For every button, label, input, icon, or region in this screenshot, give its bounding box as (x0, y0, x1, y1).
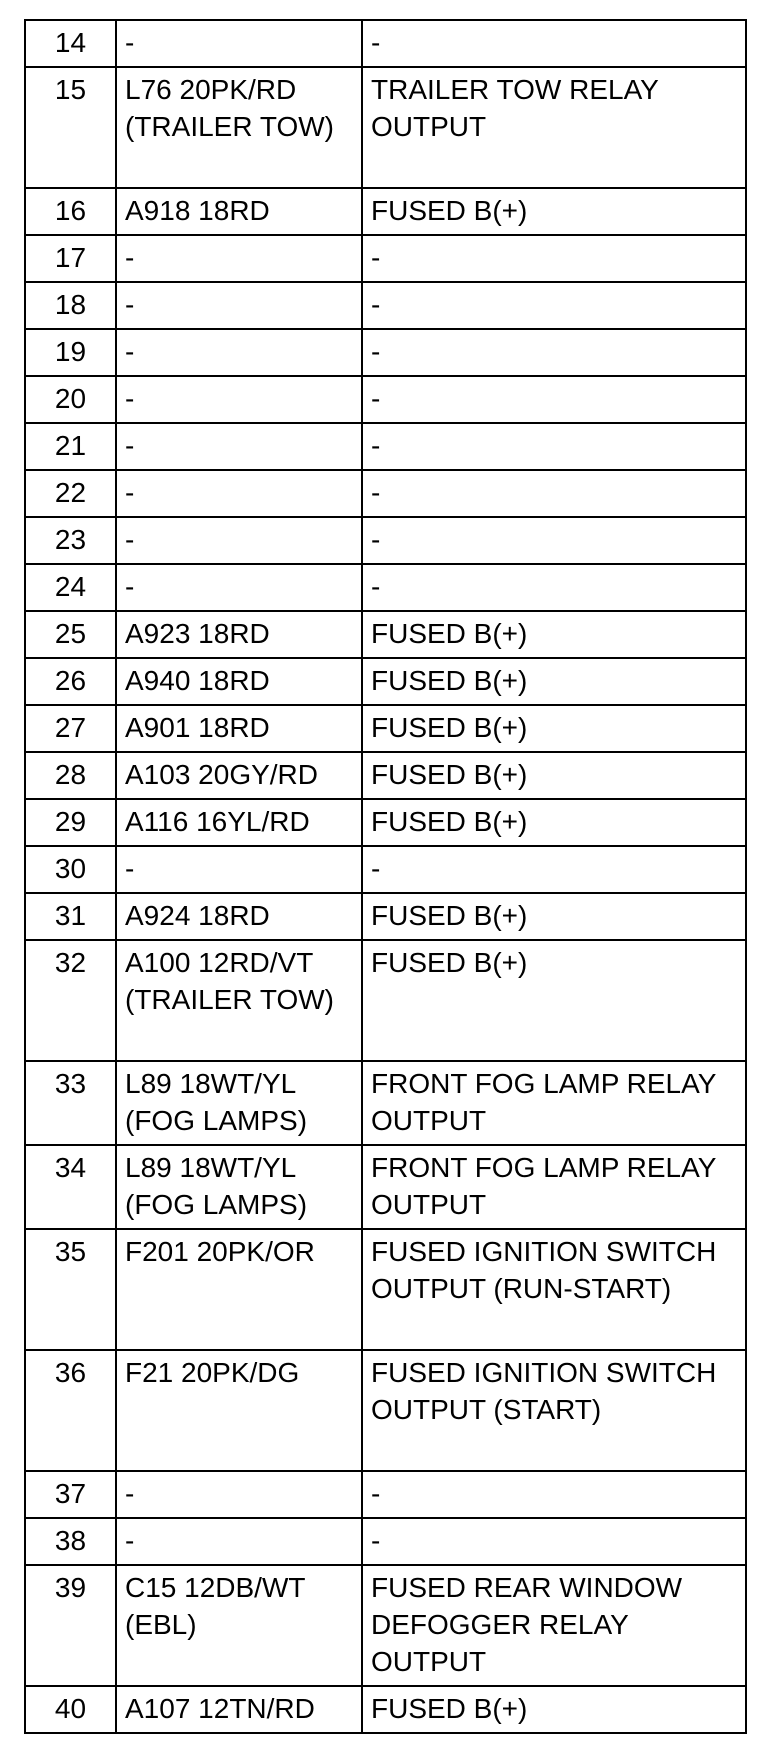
wire-code-cell: A103 20GY/RD (116, 752, 362, 799)
table-row (25, 376, 746, 423)
cavity-cell: 36 (25, 1350, 116, 1471)
wire-code-cell: - (116, 1518, 362, 1565)
cavity-cell: 38 (25, 1518, 116, 1565)
wire-code-cell: - (116, 329, 362, 376)
circuit-function-cell: - (362, 20, 746, 67)
cavity-cell: 34 (25, 1145, 116, 1229)
circuit-function-cell: FUSED IGNITION SWITCH OUTPUT (START) (362, 1350, 746, 1471)
table-row (25, 1145, 746, 1229)
cavity-cell: 39 (25, 1565, 116, 1686)
circuit-function-cell: FUSED IGNITION SWITCH OUTPUT (RUN-START) (362, 1229, 746, 1350)
wire-code-cell: A901 18RD (116, 705, 362, 752)
table-row (25, 282, 746, 329)
wire-code-cell: A116 16YL/RD (116, 799, 362, 846)
table-row (25, 564, 746, 611)
wire-code-cell: A923 18RD (116, 611, 362, 658)
table-row (25, 1061, 746, 1145)
circuit-function-cell: FUSED B(+) (362, 188, 746, 235)
wire-code-cell: - (116, 1471, 362, 1518)
circuit-function-cell: FUSED B(+) (362, 705, 746, 752)
cavity-cell: 29 (25, 799, 116, 846)
wire-code-cell: A107 12TN/RD (116, 1686, 362, 1733)
wire-code-cell: - (116, 423, 362, 470)
wire-code-cell: F21 20PK/DG (116, 1350, 362, 1471)
circuit-function-cell: - (362, 1518, 746, 1565)
table-row (25, 517, 746, 564)
wire-code-cell: - (116, 376, 362, 423)
cavity-cell: 25 (25, 611, 116, 658)
pinout-table-body (25, 20, 746, 1733)
circuit-function-cell: - (362, 470, 746, 517)
cavity-cell: 23 (25, 517, 116, 564)
circuit-function-cell: FUSED B(+) (362, 799, 746, 846)
table-row (25, 1686, 746, 1733)
cavity-cell: 28 (25, 752, 116, 799)
circuit-function-cell: - (362, 846, 746, 893)
circuit-function-cell: - (362, 376, 746, 423)
table-row (25, 1518, 746, 1565)
wire-code-cell: C15 12DB/WT (EBL) (116, 1565, 362, 1686)
table-row (25, 188, 746, 235)
table-row (25, 658, 746, 705)
circuit-function-cell: - (362, 235, 746, 282)
cavity-cell: 19 (25, 329, 116, 376)
cavity-cell: 24 (25, 564, 116, 611)
circuit-function-cell: FUSED B(+) (362, 940, 746, 1061)
cavity-cell: 21 (25, 423, 116, 470)
wire-code-cell: - (116, 235, 362, 282)
wire-code-cell: - (116, 20, 362, 67)
circuit-function-cell: FUSED REAR WINDOW DEFOGGER RELAY OUTPUT (362, 1565, 746, 1686)
wire-code-cell: F201 20PK/OR (116, 1229, 362, 1350)
table-row (25, 1229, 746, 1350)
cavity-cell: 35 (25, 1229, 116, 1350)
table-row (25, 611, 746, 658)
wire-code-cell: - (116, 846, 362, 893)
circuit-function-cell: - (362, 564, 746, 611)
cavity-cell: 18 (25, 282, 116, 329)
circuit-function-cell: FRONT FOG LAMP RELAY OUTPUT (362, 1145, 746, 1229)
circuit-function-cell: FUSED B(+) (362, 611, 746, 658)
wire-code-cell: - (116, 564, 362, 611)
table-row (25, 67, 746, 188)
cavity-cell: 37 (25, 1471, 116, 1518)
wire-code-cell: L76 20PK/RD (TRAILER TOW) (116, 67, 362, 188)
wire-code-cell: A100 12RD/VT (TRAILER TOW) (116, 940, 362, 1061)
circuit-function-cell: FUSED B(+) (362, 1686, 746, 1733)
circuit-function-cell: - (362, 423, 746, 470)
table-row (25, 940, 746, 1061)
table-row (25, 235, 746, 282)
cavity-cell: 31 (25, 893, 116, 940)
table-row (25, 1565, 746, 1686)
table-row (25, 1471, 746, 1518)
cavity-cell: 32 (25, 940, 116, 1061)
cavity-cell: 30 (25, 846, 116, 893)
wire-code-cell: L89 18WT/YL (FOG LAMPS) (116, 1145, 362, 1229)
circuit-function-cell: FRONT FOG LAMP RELAY OUTPUT (362, 1061, 746, 1145)
table-row (25, 752, 746, 799)
table-row (25, 893, 746, 940)
wire-code-cell: A940 18RD (116, 658, 362, 705)
circuit-function-cell: FUSED B(+) (362, 658, 746, 705)
circuit-function-cell: FUSED B(+) (362, 752, 746, 799)
cavity-cell: 14 (25, 20, 116, 67)
table-row (25, 846, 746, 893)
table-row (25, 329, 746, 376)
circuit-function-cell: - (362, 517, 746, 564)
wire-code-cell: - (116, 470, 362, 517)
wire-code-cell: A924 18RD (116, 893, 362, 940)
cavity-cell: 20 (25, 376, 116, 423)
connector-pinout-table (24, 19, 747, 1734)
wire-code-cell: A918 18RD (116, 188, 362, 235)
circuit-function-cell: - (362, 282, 746, 329)
circuit-function-cell: - (362, 329, 746, 376)
cavity-cell: 16 (25, 188, 116, 235)
cavity-cell: 15 (25, 67, 116, 188)
circuit-function-cell: FUSED B(+) (362, 893, 746, 940)
cavity-cell: 27 (25, 705, 116, 752)
circuit-function-cell: TRAILER TOW RELAY OUTPUT (362, 67, 746, 188)
table-row (25, 799, 746, 846)
wire-code-cell: L89 18WT/YL (FOG LAMPS) (116, 1061, 362, 1145)
wire-code-cell: - (116, 282, 362, 329)
wire-code-cell: - (116, 517, 362, 564)
table-row (25, 705, 746, 752)
cavity-cell: 17 (25, 235, 116, 282)
cavity-cell: 26 (25, 658, 116, 705)
cavity-cell: 22 (25, 470, 116, 517)
cavity-cell: 40 (25, 1686, 116, 1733)
cavity-cell: 33 (25, 1061, 116, 1145)
table-row (25, 1350, 746, 1471)
circuit-function-cell: - (362, 1471, 746, 1518)
table-row (25, 470, 746, 517)
table-row (25, 20, 746, 67)
table-row (25, 423, 746, 470)
